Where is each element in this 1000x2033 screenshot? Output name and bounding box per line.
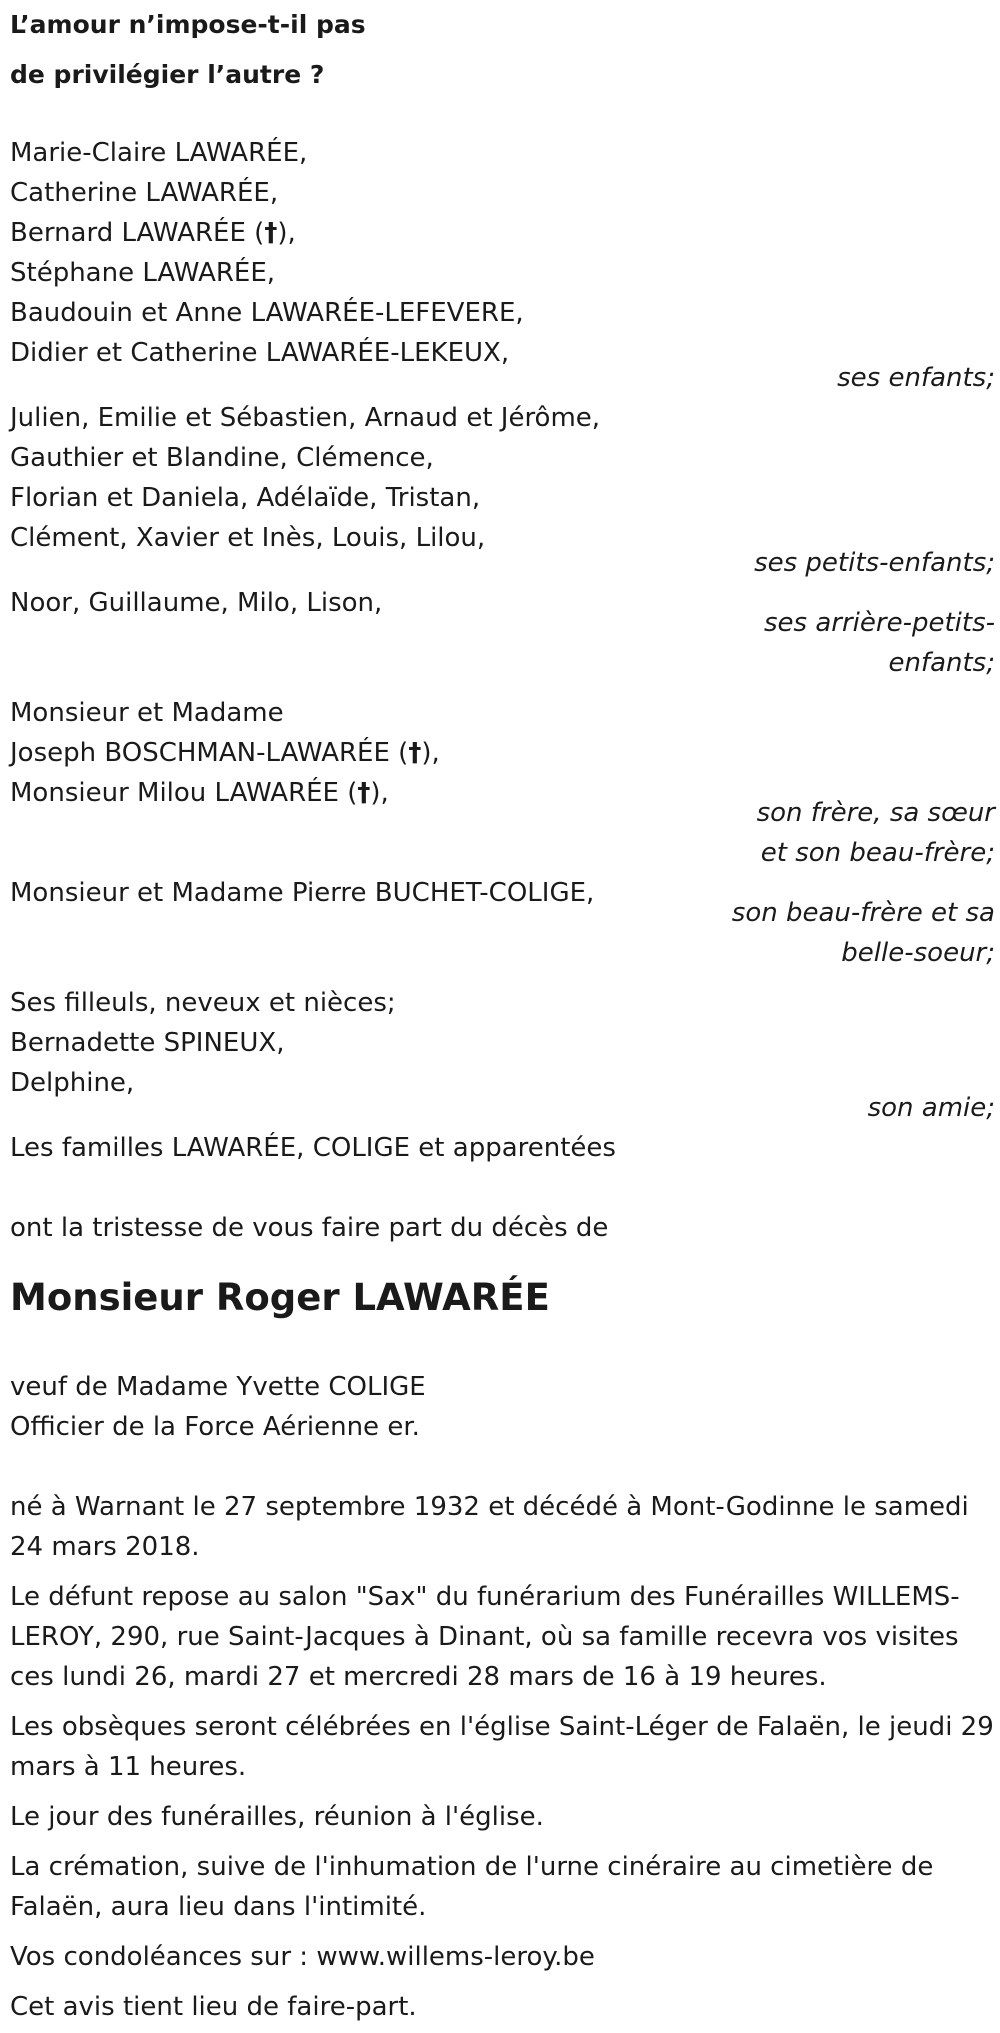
sibling-name-suffix: ),: [370, 778, 389, 808]
detail-officer: Officier de la Force Aérienne er.: [10, 1412, 420, 1442]
grandchild-names: Clément, Xavier et Inès, Louis, Lilou,: [10, 523, 486, 553]
relation-siblings-2: et son beau-frère;: [760, 838, 995, 868]
relation-children: ses enfants;: [837, 363, 995, 393]
cross-icon: †: [408, 738, 422, 768]
paragraph-meeting: Le jour des funérailles, réunion à l'église.: [10, 1802, 544, 1832]
friend-name: Bernadette SPINEUX,: [10, 1028, 285, 1058]
families-line: Les familles LAWARÉE, COLIGE et apparentées: [10, 1133, 616, 1163]
child-name: [10, 213, 296, 253]
grandchild-names: Julien, Emilie et Sébastien, Arnaud et Jérôme,: [10, 403, 601, 433]
paragraph-notice: Cet avis tient lieu de faire-part.: [10, 1992, 417, 2022]
child-name-suffix: ),: [277, 218, 296, 248]
intro-line-1: L’amour n’impose-t-il pas: [10, 10, 366, 39]
cross-icon: †: [357, 778, 371, 808]
paragraph-repose: Le défunt repose au salon "Sax" du funérarium des Funérailles WILLEMS-LEROY, 290, rue Saint-Jacques à Dinant, où sa famille recevra vos visites ces lundi 26, mardi 27 et mercredi 28 mars de 16 à 19 heures.: [10, 1582, 960, 1692]
sibling-line: [10, 733, 440, 773]
child-name: Didier et Catherine LAWARÉE-LEKEUX,: [10, 338, 510, 368]
child-name: Catherine LAWARÉE,: [10, 178, 279, 208]
sibling-name-text: Monsieur Milou LAWARÉE (: [10, 778, 358, 808]
paragraph-funeral: Les obsèques seront célébrées en l'église Saint-Léger de Falaën, le jeudi 29 mars à 11 heures.: [10, 1712, 994, 1782]
deceased-name: Monsieur Roger LAWARÉE: [10, 1276, 550, 1319]
paragraph-condolences: Vos condoléances sur : www.willems-leroy.be: [10, 1942, 595, 1972]
relation-great-grandchildren-1: ses arrière-petits-: [764, 608, 995, 638]
relation-siblings-1: son frère, sa sœur: [756, 798, 995, 828]
cross-icon: †: [264, 218, 278, 248]
child-name: Marie-Claire LAWARÉE,: [10, 138, 308, 168]
child-name: Stéphane LAWARÉE,: [10, 258, 276, 288]
sibling-name-text: Joseph BOSCHMAN-LAWARÉE (: [10, 738, 409, 768]
in-law-names: Monsieur et Madame Pierre BUCHET-COLIGE,: [10, 878, 595, 908]
child-name-text: Bernard LAWARÉE (: [10, 218, 265, 248]
grandchild-names: Florian et Daniela, Adélaïde, Tristan,: [10, 483, 481, 513]
announcement-line: ont la tristesse de vous faire part du décès de: [10, 1213, 609, 1243]
detail-widow: veuf de Madame Yvette COLIGE: [10, 1372, 426, 1402]
godchildren-line: Ses filleuls, neveux et nièces;: [10, 988, 396, 1018]
friend-name: Delphine,: [10, 1068, 135, 1098]
relation-in-laws-1: son beau-frère et sa: [731, 898, 995, 928]
relation-in-laws-2: belle-soeur;: [841, 938, 995, 968]
relation-grandchildren: ses petits-enfants;: [754, 548, 995, 578]
relation-friend: son amie;: [867, 1093, 995, 1123]
great-grandchild-names: Noor, Guillaume, Milo, Lison,: [10, 588, 383, 618]
sibling-line: Monsieur et Madame: [10, 698, 284, 728]
intro-line-2: de privilégier l’autre ?: [10, 60, 325, 89]
sibling-line: [10, 773, 389, 813]
child-name: Baudouin et Anne LAWARÉE-LEFEVERE,: [10, 298, 524, 328]
relation-great-grandchildren-2: enfants;: [888, 648, 995, 678]
grandchild-names: Gauthier et Blandine, Clémence,: [10, 443, 434, 473]
paragraph-birth-death: né à Warnant le 27 septembre 1932 et décédé à Mont-Godinne le samedi 24 mars 2018.: [10, 1492, 969, 1562]
sibling-name-suffix: ),: [421, 738, 440, 768]
paragraph-cremation: La crémation, suive de l'inhumation de l'urne cinéraire au cimetière de Falaën, aura lieu dans l'intimité.: [10, 1852, 934, 1922]
